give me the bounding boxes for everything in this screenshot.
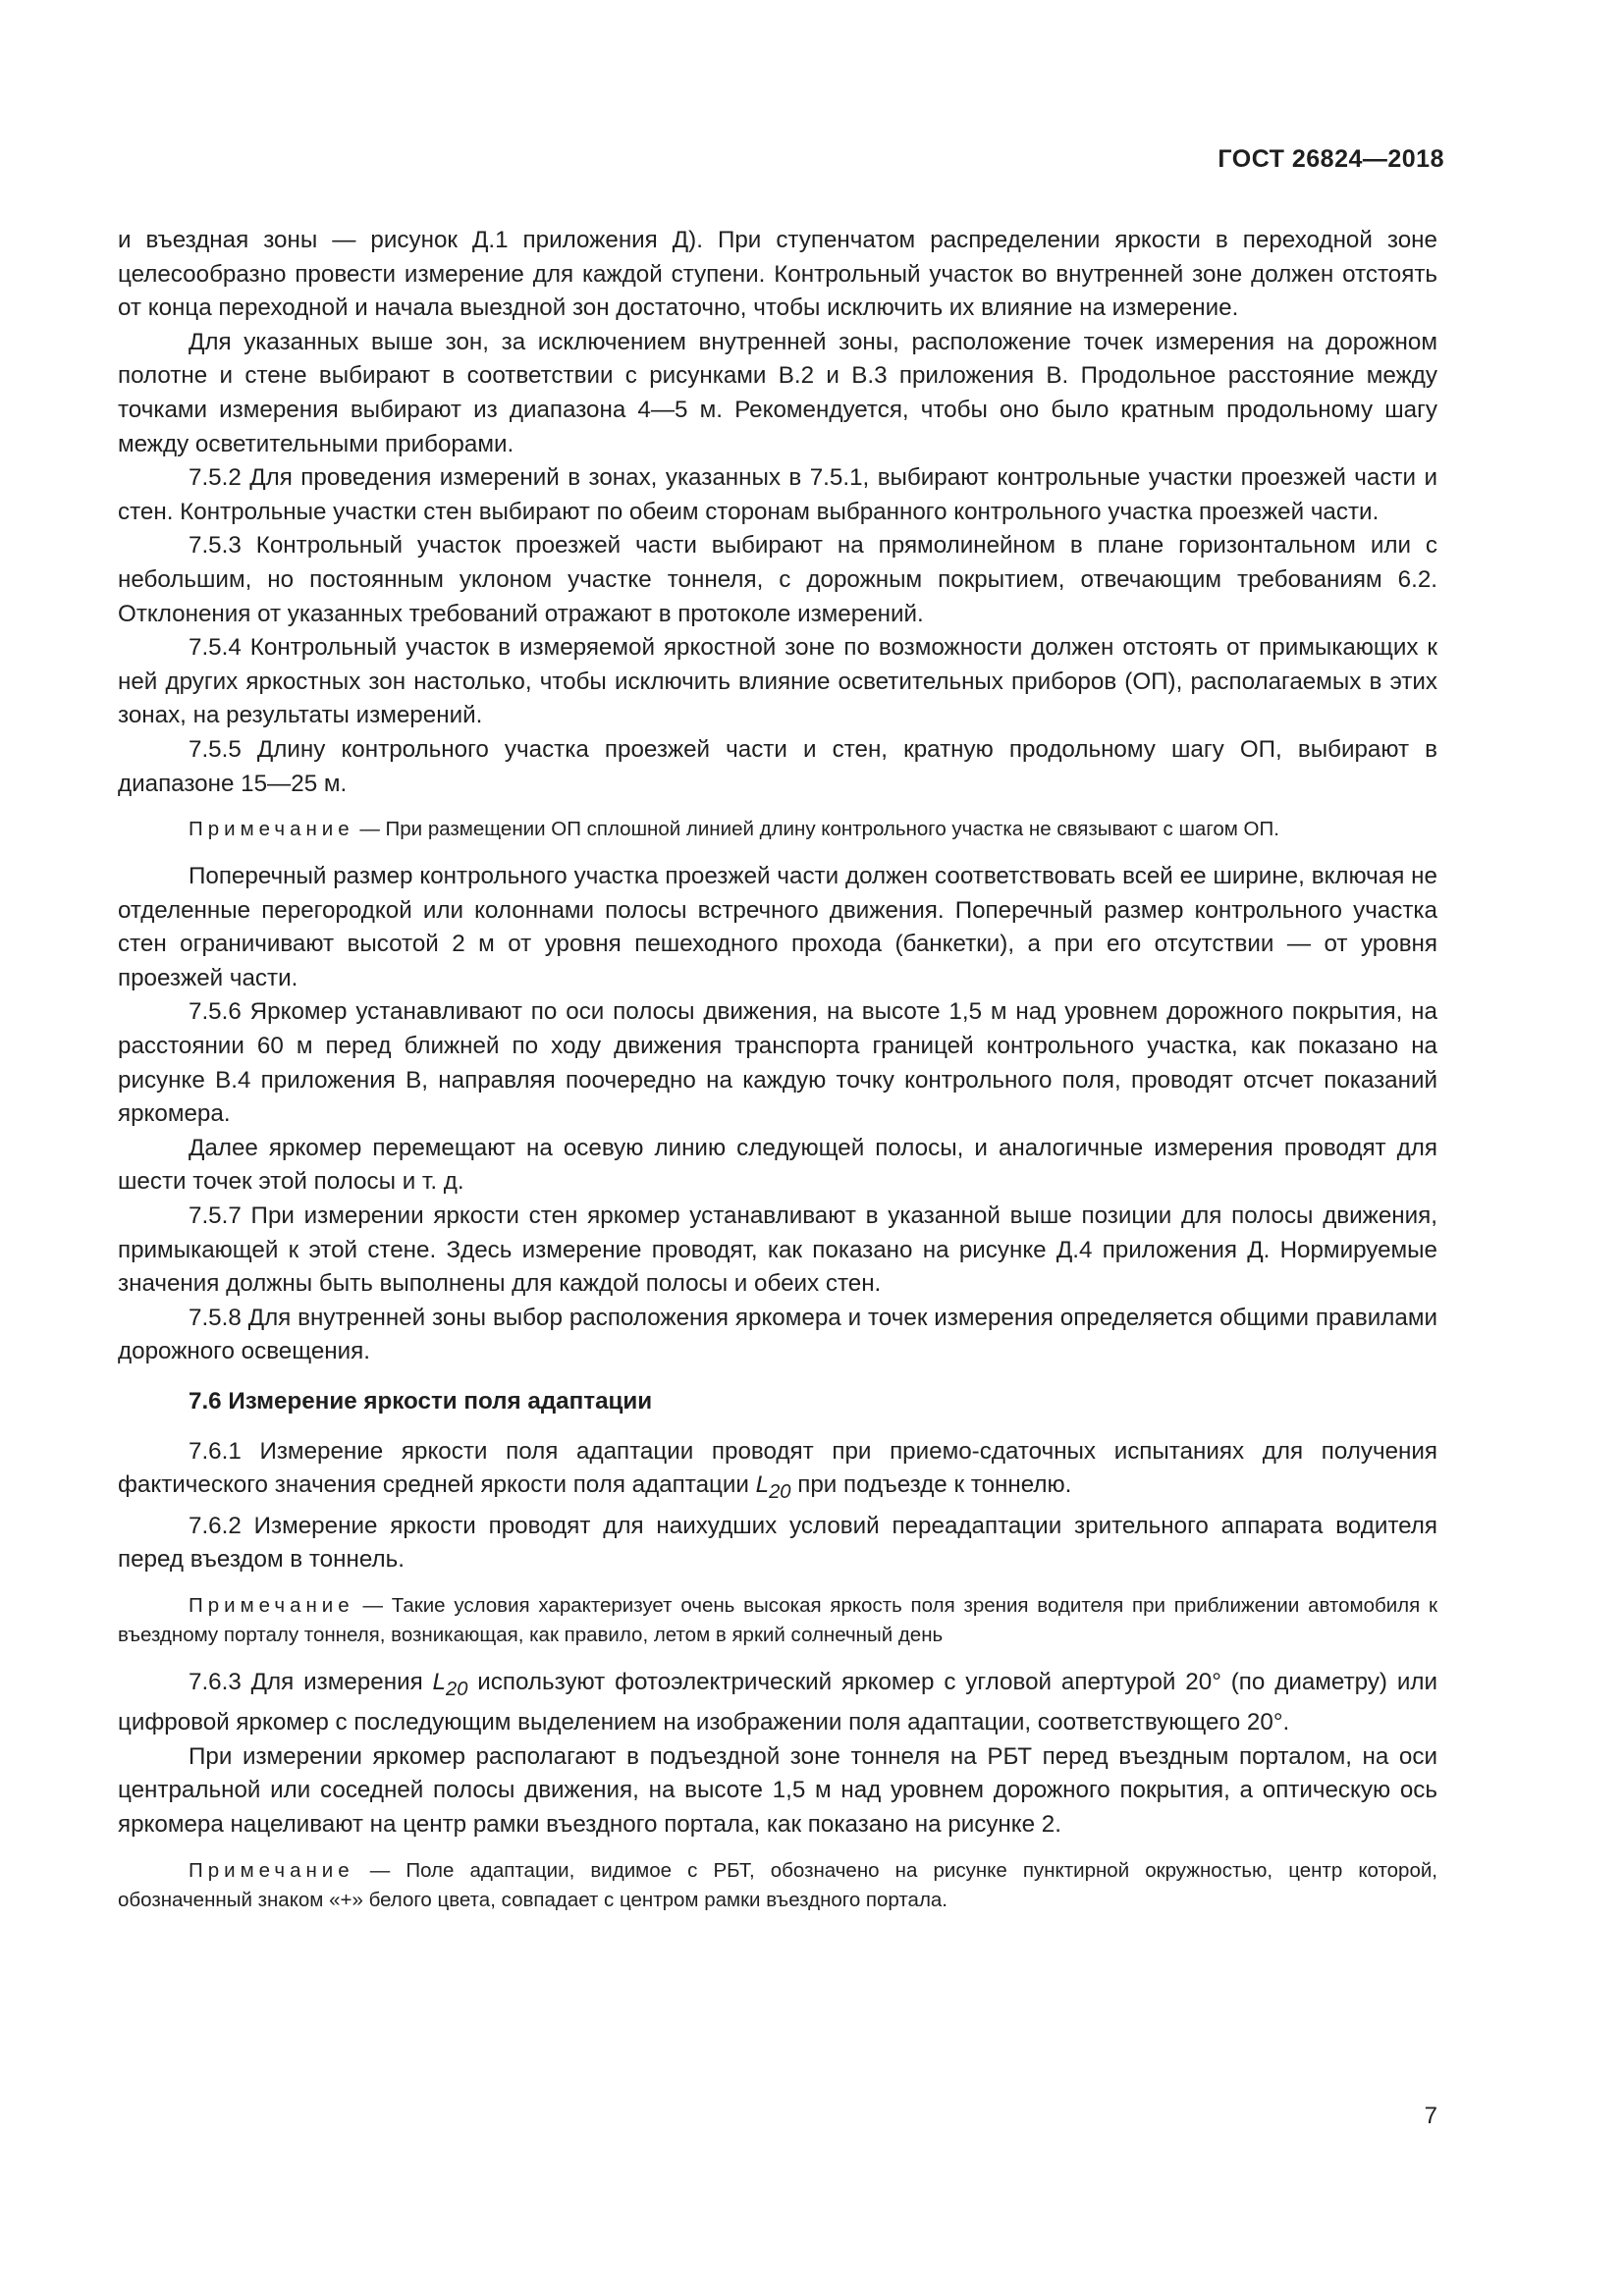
paragraph-7-6-3: [118, 1666, 1437, 1740]
paragraph-7-5-6: 7.5.6 Яркомер устанавливают по оси полосы движения, на высоте 1,5 м над уровнем дорожного покрытия, на расстоянии 60 м перед ближней по ходу движения транспорта границей контрольного участка, как показано на рисунке В.4 приложения В, направляя поочередно на каждую точку контрольного поля, проводят отсчет показаний яркомера.: [118, 998, 1437, 1128]
note-text: — При размещении ОП сплошной линией длину контрольного участка не связывают с шагом ОП.: [353, 818, 1279, 841]
paragraph-7-5-5: 7.5.5 Длину контрольного участка проезжей части и стен, кратную продольному шагу ОП, выбирают в диапазоне 15—25 м.: [118, 735, 1437, 797]
note-label: Примечание: [189, 1858, 354, 1882]
symbol-l20: [432, 1668, 468, 1700]
note-text: — Поле адаптации, видимое с РБТ, обозначено на рисунке пунктирной окружностью, центр которой, обозначенный знаком «+» белого цвета, совпадает с центром рамки въездного портала.: [118, 1858, 1437, 1911]
document-header: ГОСТ 26824—2018: [1218, 145, 1444, 173]
paragraph-zones-continuation: и въездная зоны — рисунок Д.1 приложения Д). При ступенчатом распределении яркости в переходной зоне целесообразно провести измерение для каждой ступени. Контрольный участок во внутренней зоне должен отстоять от конца переходной и начала выездной зон достаточно, чтобы исключить их влияние на измерение.: [118, 227, 1437, 322]
document-body: [118, 224, 1437, 1931]
note-label: Примечание: [189, 818, 354, 841]
paragraph-7-5-4: 7.5.4 Контрольный участок в измеряемой яркостной зоне по возможности должен отстоять от примыкающих к ней других яркостных зон настолько, чтобы исключить влияние осветительных приборов (ОП), располагаемых в этих зонах, на результаты измерений.: [118, 634, 1437, 729]
note-conditions: [118, 1591, 1437, 1650]
page-number: 7: [1424, 2103, 1437, 2129]
symbol-subscript: 20: [769, 1481, 791, 1504]
note-text: — Такие условия характеризует очень высокая яркость поля зрения водителя при приближении автомобиля к въездному порталу тоннеля, возникающая, как правило, летом в яркий солнечный день: [118, 1593, 1437, 1646]
paragraph-7-6-1-start: 7.6.1 Измерение яркости поля адаптации проводят при приемо-сдаточных испытаниях для получения фактического значения средней яркости поля адаптации: [118, 1437, 1437, 1499]
section-heading-7-6: 7.6 Измерение яркости поля адаптации: [189, 1388, 653, 1415]
paragraph-7-5-2: 7.5.2 Для проведения измерений в зонах, указанных в 7.5.1, выбирают контрольные участки проезжей части и стен. Контрольные участки стен выбирают по обеим сторонам выбранного контрольного участка проезжей части.: [118, 464, 1437, 525]
paragraph-cross-size: Поперечный размер контрольного участка проезжей части должен соответствовать всей ее ширине, включая не отделенные перегородкой или колоннами полосы встречного движения. Поперечный размер контрольного участка стен ограничивают высотой 2 м от уровня пешеходного прохода (банкетки), а при его отсутствии — от уровня проезжей части.: [118, 863, 1437, 991]
paragraph-7-6-2: 7.6.2 Измерение яркости проводят для наихудших условий переадаптации зрительного аппарата водителя перед въездом в тоннель.: [118, 1512, 1437, 1574]
note-op-line: [118, 815, 1437, 844]
paragraph-7-6-3-start: 7.6.3 Для измерения: [189, 1668, 433, 1695]
paragraph-7-5-8: 7.5.8 Для внутренней зоны выбор расположения яркомера и точек измерения определяется общими правилами дорожного освещения.: [118, 1304, 1437, 1365]
paragraph-7-5-3: 7.5.3 Контрольный участок проезжей части выбирают на прямолинейном в плане горизонтальном или с небольшим, но постоянным уклоном участке тоннеля, с дорожным покрытием, отвечающим требованиям 6.2. Отклонения от указанных требований отражают в протоколе измерений.: [118, 532, 1437, 627]
symbol-l: L: [432, 1668, 446, 1695]
paragraph-7-6-1-end: при подъезде к тоннелю.: [790, 1471, 1072, 1499]
paragraph-7-6-1: [118, 1435, 1437, 1510]
note-label: Примечание: [189, 1593, 354, 1617]
symbol-l: L: [755, 1471, 770, 1499]
symbol-l20: [755, 1471, 791, 1504]
note-adaptation-field: [118, 1856, 1437, 1915]
paragraph-measurement-points: Для указанных выше зон, за исключением внутренней зоны, расположение точек измерения на дорожном полотне и стене выбирают в соответствии с рисунками В.2 и В.3 приложения В. Продольное расстояние между точками измерения выбирают из диапазона 4—5 м. Рекомендуется, чтобы оно было кратным продольному шагу между осветительными приборами.: [118, 328, 1437, 457]
symbol-subscript: 20: [446, 1678, 468, 1700]
paragraph-7-6-3-end: используют фотоэлектрический яркомер с угловой апертурой 20° (по диаметру) или цифровой яркомер с последующим выделением на изображении поля адаптации, соответствующего 20°.: [118, 1668, 1437, 1736]
paragraph-next-lane: Далее яркомер перемещают на осевую линию следующей полосы, и аналогичные измерения проводят для шести точек этой полосы и т. д.: [118, 1134, 1437, 1196]
paragraph-meter-placement: При измерении яркомер располагают в подъездной зоне тоннеля на РБТ перед въездным порталом, на оси центральной или соседней полосы движения, на высоте 1,5 м над уровнем дорожного покрытия, а оптическую ось яркомера нацеливают на центр рамки въездного портала, как показано на рисунке 2.: [118, 1742, 1437, 1838]
paragraph-7-5-7: 7.5.7 При измерении яркости стен яркомер устанавливают в указанной выше позиции для полосы движения, примыкающей к этой стене. Здесь измерение проводят, как показано на рисунке Д.4 приложения Д. Нормируемые значения должны быть выполнены для каждой полосы и обеих стен.: [118, 1202, 1437, 1298]
